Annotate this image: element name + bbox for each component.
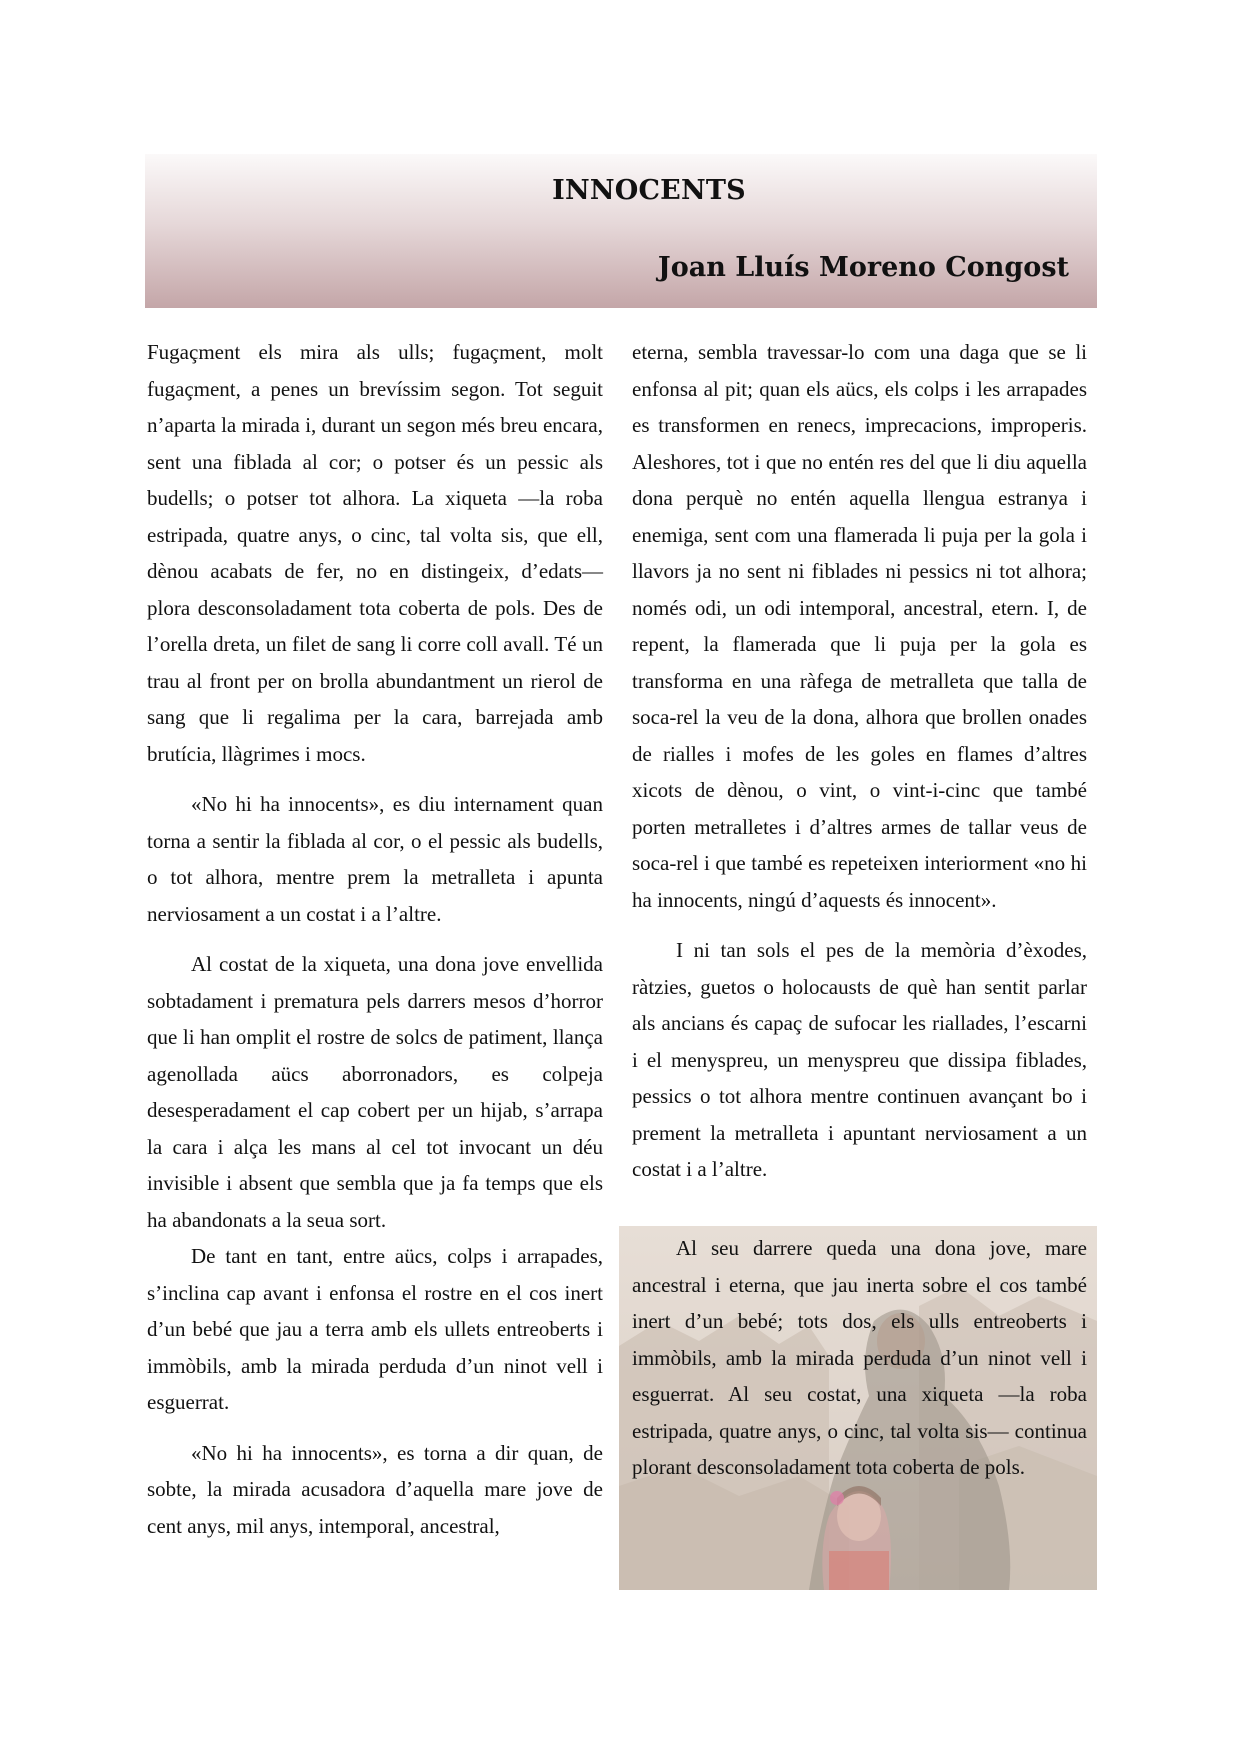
paragraph: De tant en tant, entre aücs, colps i arrapades, s’inclina cap avant i enfonsa el rostre en el cos inert d’un bebé que jau a terra amb els ullets entreoberts i immòbils, amb la mirada perduda d’un ninot vell i esguerrat.	[147, 1244, 603, 1414]
paragraph: «No hi ha innocents», es torna a dir quan, de sobte, la mirada acusadora d’aquella mare jove de cent anys, mil anys, intemporal, ancestral,	[147, 1440, 603, 1538]
paragraph: Al seu darrere queda una dona jove, mare ancestral i eterna, que jau inerta sobre el cos també inert d’un bebé; tots dos, els ulls entreoberts i immòbils, amb la mirada perduda d’un ninot vell i esguerrat. Al seu costat, una xiqueta —la roba estripada, quatre anys, o cinc, tal volta sis— continua plorant desconsoladament tota coberta de pols.	[632, 1236, 1087, 1479]
page-title: INNOCENTS	[552, 175, 746, 206]
right-text-column	[632, 334, 1087, 1202]
left-text-column	[147, 334, 603, 1558]
paragraph: I ni tan sols el pes de la memòria d’èxodes, ràtzies, guetos o holocausts de què han sentit parlar als ancians és capaç de sufocar les riallades, l’escarni i el menyspreu, un menyspreu que dissipa fiblades, pessics o tot alhora mentre continuen avançant bo i prement la metralleta i apuntant nerviosament a un costat i a l’altre.	[632, 938, 1087, 1181]
paragraph: Fugaçment els mira als ulls; fugaçment, molt fugaçment, a penes un brevíssim segon. Tot seguit n’aparta la mirada i, durant un segon més breu encara, sent una fiblada al cor; o potser és un pessic als budells; o potser tot alhora. La xiqueta —la roba estripada, quatre anys, o cinc, tal volta sis, que ell, dènou acabats de fer, no en distingeix, d’edats— plora desconsoladament tota coberta de pols. Des de l’orella dreta, un filet de sang li corre coll avall. Té un trau al front per on brolla abundantment un rierol de sang que li regalima per la cara, barrejada amb brutícia, llàgrimes i mocs.	[147, 340, 603, 766]
paragraph: «No hi ha innocents», es diu internament quan torna a sentir la fiblada al cor, o el pessic als budells, o tot alhora, mentre prem la metralleta i apunta nerviosament a un costat i a l’altre.	[147, 792, 603, 926]
author-name: Joan Lluís Moreno Congost	[657, 252, 1069, 283]
paragraph: eterna, sembla travessar-lo com una daga que se li enfonsa al pit; quan els aücs, els colps i les arrapades es transformen en renecs, imprecacions, improperis. Aleshores, tot i que no entén res del que li diu aquella dona perquè no entén aquella llengua estranya i enemiga, sent com una flamerada li puja per la gola i llavors ja no sent ni fiblades ni pessics ni tot alhora; només odi, un odi intemporal, ancestral, etern. I, de repent, la flamerada que li puja per la gola es transforma en una ràfega de metralleta que talla de soca-rel la veu de la dona, alhora que brollen onades de rialles i mofes de les goles en flames d’altres xicots de dènou, o vint, o vint-i-cinc que també porten metralletes i d’altres armes de tallar veus de soca-rel i que també es repeteixen interiorment «no hi ha innocents, ningú d’aquests és innocent».	[632, 340, 1087, 912]
title-banner	[145, 154, 1097, 308]
background-photo	[619, 1226, 1097, 1590]
paragraph: Al costat de la xiqueta, una dona jove envellida sobtadament i prematura pels darrers mesos d’horror que li han omplit el rostre de solcs de patiment, llança agenollada aücs aborronadors, es colpeja desesperadament el cap cobert per un hijab, s’arrapa la cara i alça les mans al cel tot invocant un déu invisible i absent que sembla que ja fa temps que els ha abandonats a la seua sort.	[147, 952, 603, 1232]
